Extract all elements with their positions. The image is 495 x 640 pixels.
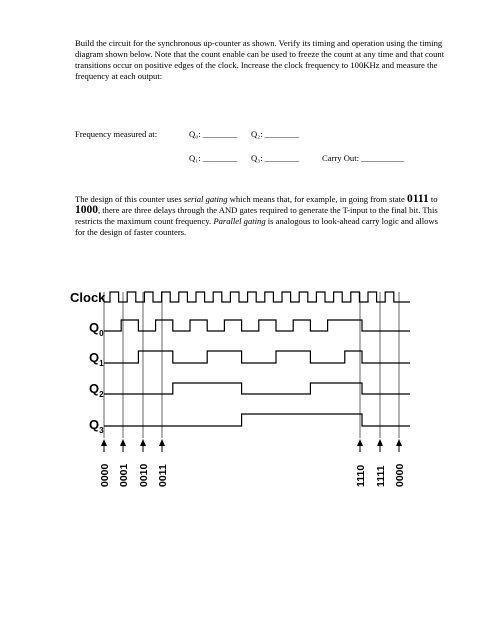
up-arrow-icon [101, 439, 107, 446]
serial-gating-term: serial gating [183, 194, 228, 204]
state-label: 0000 [99, 463, 111, 487]
state-label: 0000 [394, 463, 406, 487]
up-arrow-icon [357, 439, 363, 446]
up-arrow-icon [140, 439, 146, 446]
up-arrow-icon [396, 439, 402, 446]
q2-waveform [104, 383, 410, 394]
up-arrow-icon [120, 439, 126, 446]
clock-waveform [104, 292, 410, 302]
q2-frequency-blank: Q₂: ________ [251, 129, 300, 139]
state-label: 0010 [138, 463, 150, 487]
state-label: 0001 [118, 463, 130, 487]
state-label: 1111 [375, 465, 387, 487]
text-segment: to [428, 194, 438, 204]
q1-label: $Q_1$ [89, 350, 104, 368]
q3-waveform [104, 414, 410, 426]
parallel-gating-term: Parallel gating [213, 216, 266, 226]
q1-frequency-blank: Q₁: ________ [189, 153, 238, 163]
q0-label: $Q_0$ [89, 320, 104, 338]
state-labels [99, 463, 406, 487]
q0-frequency-blank: Q₀: ________ [189, 129, 238, 139]
instructions-paragraph: Build the circuit for the synchronous up-counter as shown. Verify its timing and operation using the timing diagram shown below. Note that the count enable can be used to freeze the count at any time and that count transitions occur on positive edges of the clock. Increase the clock frequency to 100KHz and measure the frequency at each output: [75, 38, 445, 81]
state-0111: 0111 [407, 193, 429, 205]
up-arrow-icon [159, 439, 165, 446]
state-markers [101, 292, 402, 452]
waveforms [104, 292, 410, 426]
q3-frequency-blank: Q₃: ________ [251, 153, 300, 163]
text-segment: , there are three delays through the AND gates required to generate the T-input to the final bit. This restricts the maximum count frequency. [75, 205, 438, 226]
clock-label: Clock [70, 290, 106, 305]
state-label: 1110 [355, 464, 367, 487]
state-label: 0011 [157, 464, 169, 487]
text-segment: is analogous to look-ahead carry logic and allows for the design of faster counters. [75, 216, 438, 237]
up-arrow-icon [377, 439, 383, 446]
q2-label: $Q_2$ [89, 381, 104, 399]
signal-labels [70, 290, 106, 435]
frequency-label: Frequency measured at: [75, 129, 158, 139]
q1-waveform [104, 351, 410, 363]
state-1000: 1000 [75, 204, 98, 216]
q3-label: $Q_3$ [89, 417, 104, 435]
carry-out-frequency-blank: Carry Out: __________ [322, 153, 405, 163]
text-segment: which means that, for example, in going from state [227, 194, 407, 204]
text-segment: The design of this counter uses [75, 194, 184, 204]
q0-waveform [104, 320, 410, 331]
